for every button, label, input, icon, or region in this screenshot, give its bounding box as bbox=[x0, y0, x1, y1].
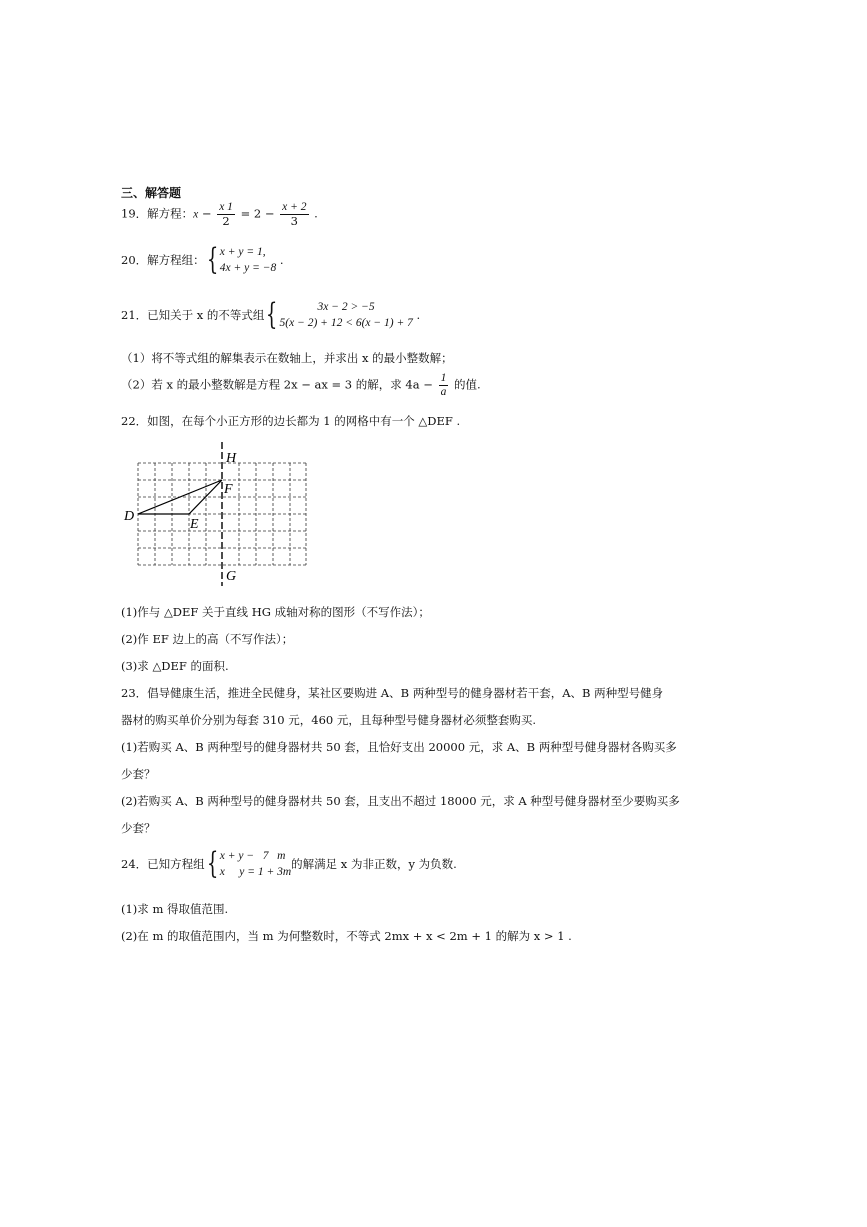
q21-line1: 3x − 2 > −5 bbox=[317, 301, 375, 313]
label-g: G bbox=[226, 569, 237, 584]
q21-part2-post: 的值. bbox=[450, 377, 481, 392]
q19-frac1-denominator: 2 bbox=[222, 214, 230, 228]
q20-line2: 4x + y = −8 bbox=[219, 262, 277, 274]
label-e: E bbox=[190, 517, 199, 532]
q23-line2: 器材的购买单价分别为每套 310 元，460 元，且每种型号健身器材必须整套购买. bbox=[121, 713, 537, 727]
q19-end: . bbox=[310, 206, 318, 221]
q19-frac2-denominator: 3 bbox=[290, 214, 298, 228]
q20-end: . bbox=[276, 253, 284, 267]
q23-part1-line1: (1)若购买 A、B 两种型号的健身器材共 50 套，且恰好支出 20000 元，求 A、B 两种型号健身器材各购买多 bbox=[121, 740, 677, 754]
q21-part2-pre: （2）若 x 的最小整数解是方程 2x − ax = 3 的解，求 4a − bbox=[121, 377, 437, 392]
question-21 bbox=[121, 299, 420, 331]
q19-minus: − bbox=[198, 206, 216, 221]
q19-frac2-numerator: x + 2 bbox=[282, 201, 307, 213]
q21-part2-denominator: a bbox=[440, 386, 447, 398]
q22-part1: (1)作与 △DEF 关于直线 HG 成轴对称的图形（不写作法）； bbox=[121, 605, 430, 619]
section-heading: 三、解答题 bbox=[121, 186, 182, 200]
q21-part2-numerator: 1 bbox=[440, 372, 447, 384]
question-24 bbox=[121, 848, 457, 880]
q20-system bbox=[220, 244, 277, 276]
question-19 bbox=[121, 201, 318, 228]
q19-lhs-x: x bbox=[193, 208, 199, 221]
q24-part1: (1)求 m 得取值范围. bbox=[121, 902, 229, 916]
q20-line1: x + y = 1, bbox=[219, 246, 266, 258]
q23-line1: 23．倡导健康生活，推进全民健身，某社区要购进 A、B 两种型号的健身器材若干套，A、B 两种型号健身 bbox=[121, 686, 664, 700]
q24-line1: x + y − 7 m bbox=[219, 850, 286, 862]
q21-system bbox=[280, 299, 413, 331]
q21-line2: 5(x − 2) + 12 < 6(x − 1) + 7 bbox=[279, 317, 413, 329]
label-h: H bbox=[226, 451, 237, 466]
question-20 bbox=[121, 244, 284, 276]
q19-fraction-1 bbox=[217, 201, 235, 228]
q23-part2-line1: (2)若购买 A、B 两种型号的健身器材共 50 套，且支出不超过 18000 元，求 A 种型号健身器材至少要购买多 bbox=[121, 794, 680, 808]
q24-suffix: 的解满足 x 为非正数，y 为负数. bbox=[291, 857, 457, 871]
q20-prefix: 20．解方程组： bbox=[121, 253, 205, 267]
q19-prefix: 19．解方程： bbox=[121, 206, 194, 221]
grid-figure bbox=[118, 438, 318, 588]
q21-prefix: 21．已知关于 x 的不等式组 bbox=[121, 308, 265, 322]
q22-part3: (3)求 △DEF 的面积. bbox=[121, 659, 229, 673]
q24-prefix: 24．已知方程组 bbox=[121, 857, 205, 871]
q21-part1: （1）将不等式组的解集表示在数轴上，并求出 x 的最小整数解； bbox=[121, 351, 453, 365]
q22-part2: (2)作 EF 边上的高（不写作法）； bbox=[121, 632, 294, 646]
left-brace-icon: { bbox=[206, 242, 218, 277]
q23-part1-line2: 少套？ bbox=[121, 767, 156, 781]
q21-part2 bbox=[121, 372, 481, 399]
q24-line2: x y = 1 + 3m bbox=[219, 866, 292, 878]
left-brace-icon: { bbox=[206, 846, 218, 881]
q24-part2: (2)在 m 的取值范围内，当 m 为何整数时，不等式 2mx + x < 2m + 1 的解为 x > 1 . bbox=[121, 929, 572, 943]
q23-part2-line2: 少套？ bbox=[121, 821, 156, 835]
label-f: F bbox=[224, 482, 233, 497]
q19-fraction-2 bbox=[280, 201, 308, 228]
q24-system bbox=[220, 848, 291, 880]
q22-prefix: 22．如图，在每个小正方形的边长都为 1 的网格中有一个 △DEF . bbox=[121, 414, 461, 428]
q19-frac1-numerator: x 1 bbox=[219, 201, 233, 213]
label-d: D bbox=[124, 509, 135, 524]
q19-equals: = 2 − bbox=[236, 206, 279, 221]
left-brace-icon: { bbox=[266, 297, 278, 332]
q21-end: . bbox=[412, 308, 421, 322]
q21-part2-fraction bbox=[439, 372, 449, 399]
